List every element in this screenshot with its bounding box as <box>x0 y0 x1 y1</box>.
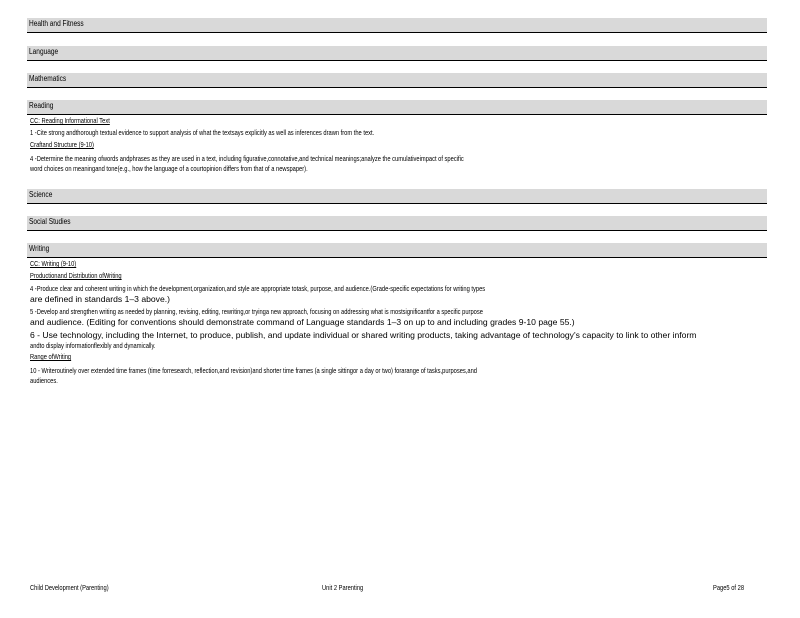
writing-standard-10-line1: 10 - Writeroutinely over extended time frames (time forresearch, reflection,and revision)and shorter time frames (a single sittingor a day or two) forarange of tasks,purposes,and <box>30 366 477 375</box>
footer-course: Child Development (Parenting) <box>30 583 109 592</box>
section-language <box>27 46 767 61</box>
reading-cc-heading: CC: Reading Informational Text <box>30 116 110 125</box>
writing-standard-6-line2: andto display informationflexibly and dynamically. <box>30 341 156 350</box>
writing-standard-6-line1: 6 - Use technology, including the Internet, to produce, publish, and update individual or shared writing products, taking advantage of technology's capacity to link to other inform <box>30 330 697 340</box>
section-writing <box>27 243 767 258</box>
section-mathematics-title: Mathematics <box>29 74 67 83</box>
writing-range-heading: Range ofWriting <box>30 352 72 361</box>
section-health-title: Health and Fitness <box>29 19 84 28</box>
writing-cc-heading: CC: Writing (9-10) <box>30 259 77 268</box>
section-health <box>27 18 767 33</box>
reading-standard-4-line2: word choices on meaningand tone(e.g., how the language of a courtopinion differs from that of a newspaper). <box>30 164 308 173</box>
writing-standard-10-line2: audiences. <box>30 376 58 385</box>
footer-page-number: Page5 of 28 <box>713 583 745 592</box>
reading-craft-heading: Craftand Structure (9-10) <box>30 140 94 149</box>
section-science <box>27 189 767 204</box>
section-reading-title: Reading <box>29 101 54 110</box>
section-reading <box>27 100 767 115</box>
footer-unit: Unit 2 Parenting <box>322 583 364 592</box>
section-language-title: Language <box>29 47 59 56</box>
section-writing-title: Writing <box>29 244 50 253</box>
writing-standard-5-line1: 5 -Develop and strengthen writing as needed by planning, revising, editing, rewriting,or tryinga new approach, focusing on addressing what is mostsignificantfor a specific purpose <box>30 307 483 316</box>
writing-production-heading: Productionand Distribution ofWriting <box>30 271 122 280</box>
writing-standard-4-line1: 4 -Produce clear and coherent writing in which the development,organization,and style are appropriate totask, purpose, and audience.(Grade-specific expectations for writing types <box>30 284 486 293</box>
section-mathematics <box>27 73 767 88</box>
section-social-studies-title: Social Studies <box>29 217 71 226</box>
section-social-studies <box>27 216 767 231</box>
writing-standard-4-line2: are defined in standards 1–3 above.) <box>30 294 170 304</box>
reading-standard-4-line1: 4 -Determine the meaning ofwords andphrases as they are used in a text, including figurative,connotative,and technical meanings;analyze the cumulativeimpact of specific <box>30 154 464 163</box>
section-science-title: Science <box>29 190 53 199</box>
reading-standard-1: 1 -Cite strong andthorough textual evidence to support analysis of what the textsays explicitly as well as inferences drawn from the text. <box>30 128 375 137</box>
writing-standard-5-line2: and audience. (Editing for conventions should demonstrate command of Language standards 1–3 on up to and including grades 9-10 page 55.) <box>30 317 575 327</box>
